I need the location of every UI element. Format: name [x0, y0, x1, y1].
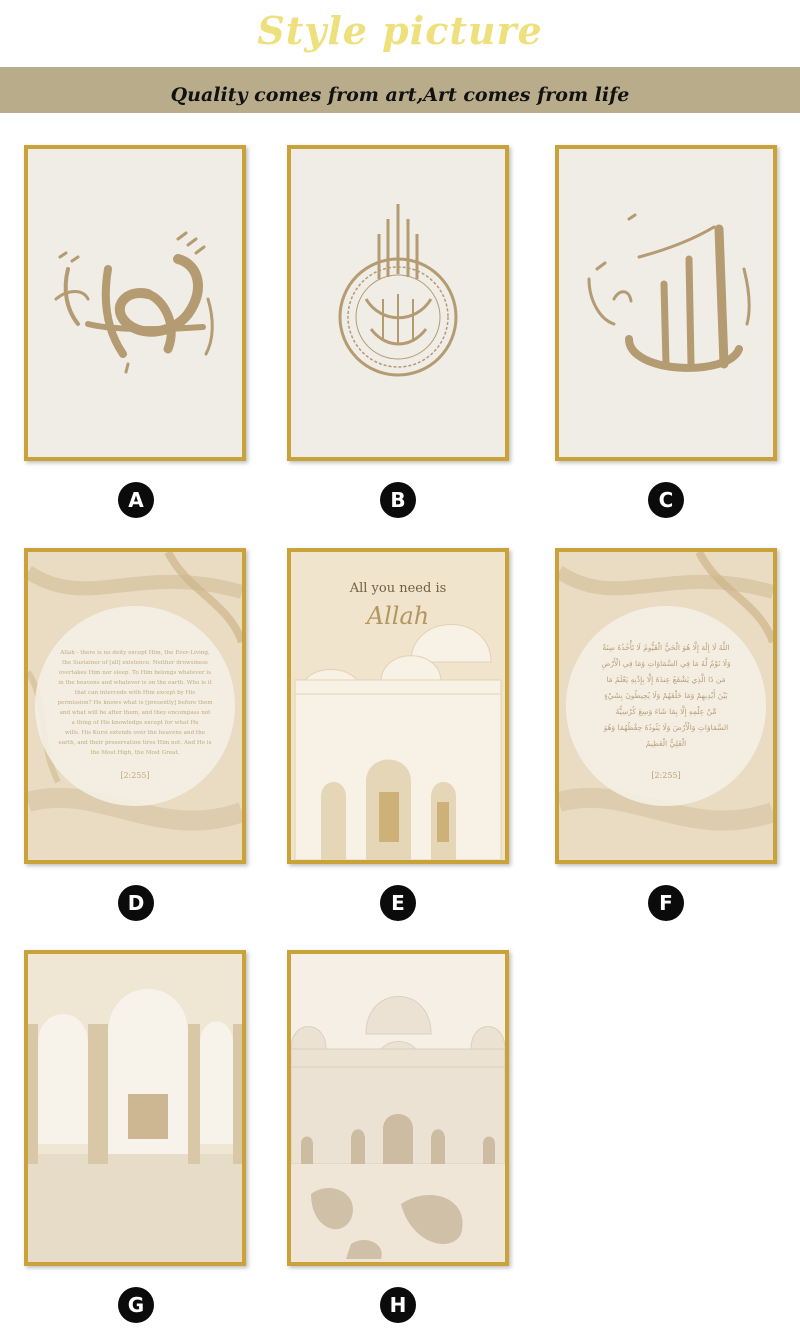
- label-b: B: [380, 482, 416, 518]
- poster-b[interactable]: [287, 145, 509, 461]
- verse-line: Allah - there is no deity except Him, the Ever-Living,: [60, 650, 210, 656]
- verse-line: and what will be after them, and they encompass not: [59, 710, 211, 716]
- poster-a[interactable]: [24, 145, 246, 461]
- verse-line: wills. His Kursi extends over the heavens and the: [64, 730, 206, 736]
- verse-line: الْعَلِيُّ الْعَظِيمُ: [645, 739, 687, 748]
- poster-c[interactable]: [555, 145, 777, 461]
- verse-line: the Most High, the Most Great.: [90, 750, 180, 756]
- poster-g[interactable]: [24, 950, 246, 1266]
- poster-d[interactable]: [24, 548, 246, 864]
- verse-line: that can intercede with Him except by His: [74, 690, 196, 696]
- caption-line: All you need is: [349, 581, 447, 596]
- verse-line: overtakes Him nor sleep. To Him belongs whatever is: [59, 670, 211, 676]
- page-title: Style picture: [257, 8, 543, 53]
- poster-e[interactable]: [287, 548, 509, 864]
- label-d: D: [118, 885, 154, 921]
- ayat-al-kursi-art: [291, 149, 505, 457]
- verse-line: in the heavens and whatever is on the earth. Who is it: [58, 680, 212, 686]
- verse-line: permission? He knows what is [presently] before them: [57, 700, 213, 706]
- mosque-arched-hall-art: [28, 954, 242, 1262]
- verse-line: بَيْنَ أَيْدِيهِمْ وَمَا خَلْفَهُمْ وَلَا يُحِيطُونَ بِشَيْءٍ: [604, 691, 728, 700]
- verse-line: the Sustainer of [all] existence. Neither drowsiness: [62, 660, 208, 666]
- label-c: C: [648, 482, 684, 518]
- verse-line: earth, and their preservation tires Him not. And He is: [58, 740, 212, 746]
- tagline: Quality comes from art,Art comes from life: [170, 84, 630, 106]
- banner: [0, 67, 800, 113]
- label-f: F: [648, 885, 684, 921]
- verse-line: وَلَا نَوْمٌ لَّهُ مَا فِي السَّمَاوَاتِ وَمَا فِي الْأَرْضِ: [601, 659, 731, 668]
- muhammad-calligraphy-art: [28, 149, 242, 457]
- verse-reference: [2:255]: [120, 771, 150, 780]
- poster-f[interactable]: [555, 548, 777, 864]
- caption-word: Allah: [366, 602, 430, 630]
- label-e: E: [380, 885, 416, 921]
- verse-line: مَن ذَا الَّذِي يَشْفَعُ عِندَهُ إِلَّا بِإِذْنِهِ يَعْلَمُ مَا: [606, 675, 726, 684]
- label-a: A: [118, 482, 154, 518]
- mosque-domes-art: [291, 552, 505, 860]
- label-h: H: [380, 1287, 416, 1323]
- verse-line: السَّمَاوَاتِ وَالْأَرْضَ وَلَا يَئُودُهُ حِفْظُهُمَا وَهُوَ: [603, 723, 729, 732]
- marble-english-verse-art: [28, 552, 242, 860]
- poster-h[interactable]: [287, 950, 509, 1266]
- marble-arabic-verse-art: [559, 552, 773, 860]
- verse-line: اللَّهُ لَا إِلَٰهَ إِلَّا هُوَ الْحَيُّ الْقَيُّومُ لَا تَأْخُذُهُ سِنَةٌ: [602, 643, 730, 652]
- grand-mosque-courtyard-art: [291, 954, 505, 1262]
- label-g: G: [118, 1287, 154, 1323]
- verse-line: مِّنْ عِلْمِهِ إِلَّا بِمَا شَاءَ وَسِعَ كُرْسِيُّهُ: [615, 707, 717, 716]
- verse-line: a thing of His knowledge except for what He: [71, 720, 199, 726]
- allah-calligraphy-art: [559, 149, 773, 457]
- verse-reference: [2:255]: [651, 771, 681, 780]
